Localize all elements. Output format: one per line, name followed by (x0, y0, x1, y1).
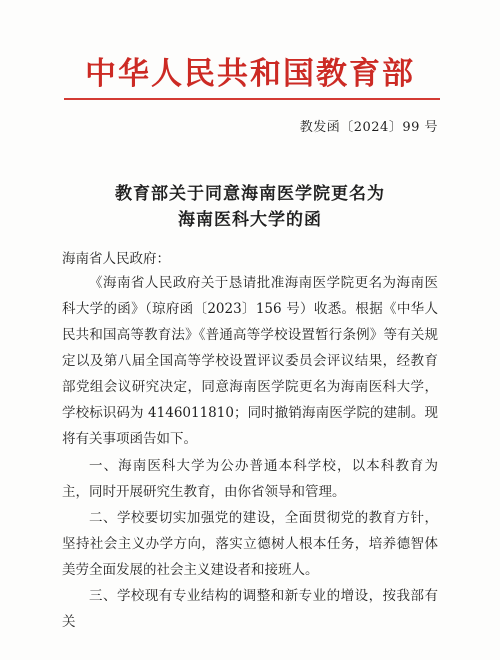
body-paragraph-2 (62, 453, 438, 505)
body-paragraph-1 (62, 270, 438, 452)
red-divider-line (64, 98, 440, 100)
issuing-organization-header: 中华人民共和国教育部 (85, 56, 415, 92)
addressee: 海南省人民政府： (62, 251, 170, 267)
paragraph-text: 《海南省人民政府关于恳请批准海南医学院更名为海南医科大学的函》（琼府函〔2023〕156 号）收悉。根据《中华人民共和国高等教育法》《普通高等学校设置暂行条例》等有关规定以及第八届全国高等学校设置评议委员会评议结果，经教育部党组会议研究决定，同意海南医学院更名为海南医科大学，学校标识码为 4146011810；同时撤销海南医学院的建制。现将有关事项函告如下。 (62, 275, 438, 447)
document-number: 教发函〔2024〕99 号 (299, 120, 438, 135)
paragraph-text: 一、海南医科大学为公办普通本科学校，以本科教育为主，同时开展研究生教育，由你省领导和管理。 (62, 458, 438, 500)
body-paragraph-3 (62, 505, 438, 583)
body-paragraph-4 (62, 583, 438, 635)
document-title-line-1: 教育部关于同意海南医学院更名为 (115, 184, 385, 204)
paragraph-text: 二、学校要切实加强党的建设，全面贯彻党的教育方针，坚持社会主义办学方向，落实立德树人根本任务，培养德智体美劳全面发展的社会主义建设者和接班人。 (62, 510, 438, 578)
document-title-line-2: 海南医科大学的函 (178, 210, 322, 230)
paragraph-text: 三、学校现有专业结构的调整和新专业的增设，按我部有关 (62, 588, 438, 630)
